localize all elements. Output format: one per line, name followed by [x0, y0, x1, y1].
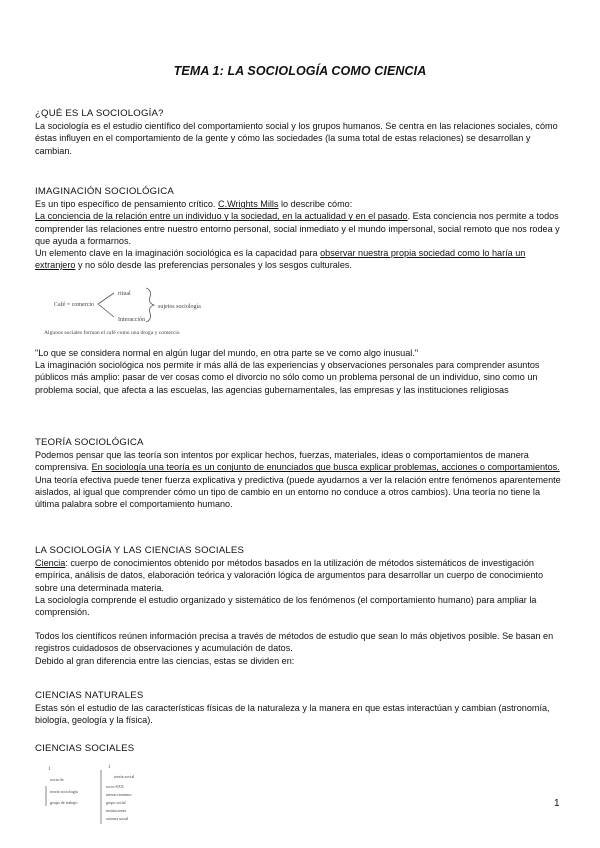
paragraph: Estas són el estudio de las características físicas de la naturaleza y la manera en que estas interactúan y cambian (astronomía, biología, geología y la física).: [35, 703, 550, 726]
paragraph: [35, 210, 565, 247]
section-heading: IMAGINACIÓN SOCIOLÓGICA: [35, 186, 174, 197]
section-heading: CIENCIAS SOCIALES: [35, 743, 135, 754]
quote: "Lo que se considera normal en algún lugar del mundo, en otra parte se ve como algo inusual.": [35, 348, 419, 358]
text: Un elemento clave en la imaginación sociológica es la capacidad para: [35, 248, 321, 259]
paragraph: [35, 557, 565, 594]
paragraph: [35, 449, 565, 473]
paragraph: [35, 198, 565, 210]
paragraph: Debido al gran diferencia entre las ciencias, estas se dividen en:: [35, 655, 295, 666]
sketch-label: interaccionismo: [106, 792, 132, 797]
diagram-branch-lines: [98, 293, 114, 317]
page-number: 1: [554, 798, 560, 809]
sketch-label: 1: [108, 765, 111, 770]
section-naturales: [35, 690, 565, 727]
sketch-label: socia de: [50, 777, 64, 782]
text: Es un tipo específico de pensamiento crítico.: [35, 199, 218, 210]
section-heading: TEORÍA SOCIOLÓGICA: [35, 437, 144, 448]
text: lo describe cómo:: [278, 199, 353, 210]
paragraph: La imaginación sociológica nos permite ir más allá de las experiencias y observaciones personales para comprender asuntos públicos más amplio: pasar de ver cosas como el divorcio no sólo como un problema personal de un individuo, sino como un problema social, que afecta a las escuelas, las agencias gubernamentales, las empresas y las instituciones religiosas: [35, 360, 540, 395]
sketch-label: instituciones: [106, 808, 127, 813]
underlined-text: La conciencia de la relación entre un individuo y la sociedad, en la actualidad y en el pasado: [35, 211, 408, 222]
text: . Esta conciencia nos permite a todos comprender las relaciones entre nuestro entorno personal, social inmediato y el mundo impersonal, social remoto que nos rodea y que ayuda a formarnos.: [35, 211, 560, 246]
social-sciences-sketch: [40, 762, 170, 826]
paragraph: [35, 247, 565, 271]
sketch-label: 1: [48, 767, 51, 772]
coffee-diagram: [40, 284, 240, 340]
sketch-label: teoría sociología: [50, 789, 78, 794]
diagram-caption: Algunos sociales forman el café como una droga y comercio: [44, 330, 180, 336]
sketch-label: teoría social: [114, 774, 135, 779]
underlined-text: observar nuestra propia sociedad como lo haría un extranjero: [35, 248, 526, 271]
paragraph: Todos los científicos reúnen información precisa a través de métodos de estudio que sean lo más objetivos posible. Se basan en registros cuidadosos de observaciones y acumulación de datos.: [35, 631, 554, 654]
section-imaginacion: [35, 186, 565, 271]
sketch-label: grupo social: [106, 800, 126, 805]
text: : cuerpo de conocimientos obtenido por métodos basados en la utilización de métodos sistemáticos de investigación empírica, análisis de datos, elaboración teórica y valoración lógica de argumentos para desarrollar un cuerpo de conocimiento sobre una determinada materia.: [35, 558, 544, 593]
sketch-label: grupo de trabajo: [50, 800, 78, 805]
section-heading: ¿QUÉ ES LA SOCIOLOGÍA?: [35, 108, 164, 119]
section-teoria: [35, 437, 565, 510]
diagram-label-right: sujetos sociología: [158, 304, 201, 310]
text: Podemos pensar que las teoría son intentos por explicar hechos, fuerzas, materiales, ideas o comportamientos de manera comprensiva.: [35, 450, 529, 473]
paragraph: La sociología comprende el estudio organizado y sistemático de los fenómenos (el comportamiento humano) para ampliar la comprensión.: [35, 594, 537, 618]
section-sociales: [35, 743, 565, 755]
paragraph: Una teoría efectiva puede tener fuerza explicativa y predictiva (puede ayudarnos a ver la relación entre fenómenos aparentemente aislados, al igual que comprender cómo un tipo de cambio en un entorno no conduce a otros cambios). Una teoría no tiene la última palabra sobre el comportamiento humano.: [35, 474, 561, 510]
section-heading: LA SOCIOLOGÍA Y LAS CIENCIAS SOCIALES: [35, 545, 245, 556]
paragraph: La sociología es el estudio científico del comportamiento social y los grupos humanos. Se centra en las relaciones sociales, cómo éstas influyen en el comportamiento de la gente y cómo las sociedades (la suma total de estas relaciones) se desarrollan y cambian.: [35, 121, 558, 156]
section-heading: CIENCIAS NATURALES: [35, 690, 144, 701]
term: Ciencia: [35, 558, 66, 569]
diagram-brace: [146, 288, 154, 322]
author-name: C.Wrights Mills: [218, 199, 279, 210]
sketch-label: sistema social: [106, 816, 129, 821]
section-que-es: [35, 108, 565, 157]
diagram-label-left: Café = comercio: [54, 302, 95, 308]
text: y no sólo desde las preferencias personales y los sesgos culturales.: [75, 260, 352, 271]
underlined-text: En sociología una teoría es un conjunto de enunciados que busca explicar problemas, acciones o comportamientos.: [91, 462, 560, 473]
section-imaginacion-cont: [35, 347, 565, 396]
sketch-label: socio-SXX: [106, 784, 124, 789]
page-title: TEMA 1: LA SOCIOLOGÍA COMO CIENCIA: [173, 64, 427, 78]
section-ciencias: [35, 545, 565, 667]
diagram-label-bottom: Interacción: [118, 317, 145, 323]
diagram-label-top: ritual: [118, 291, 131, 297]
